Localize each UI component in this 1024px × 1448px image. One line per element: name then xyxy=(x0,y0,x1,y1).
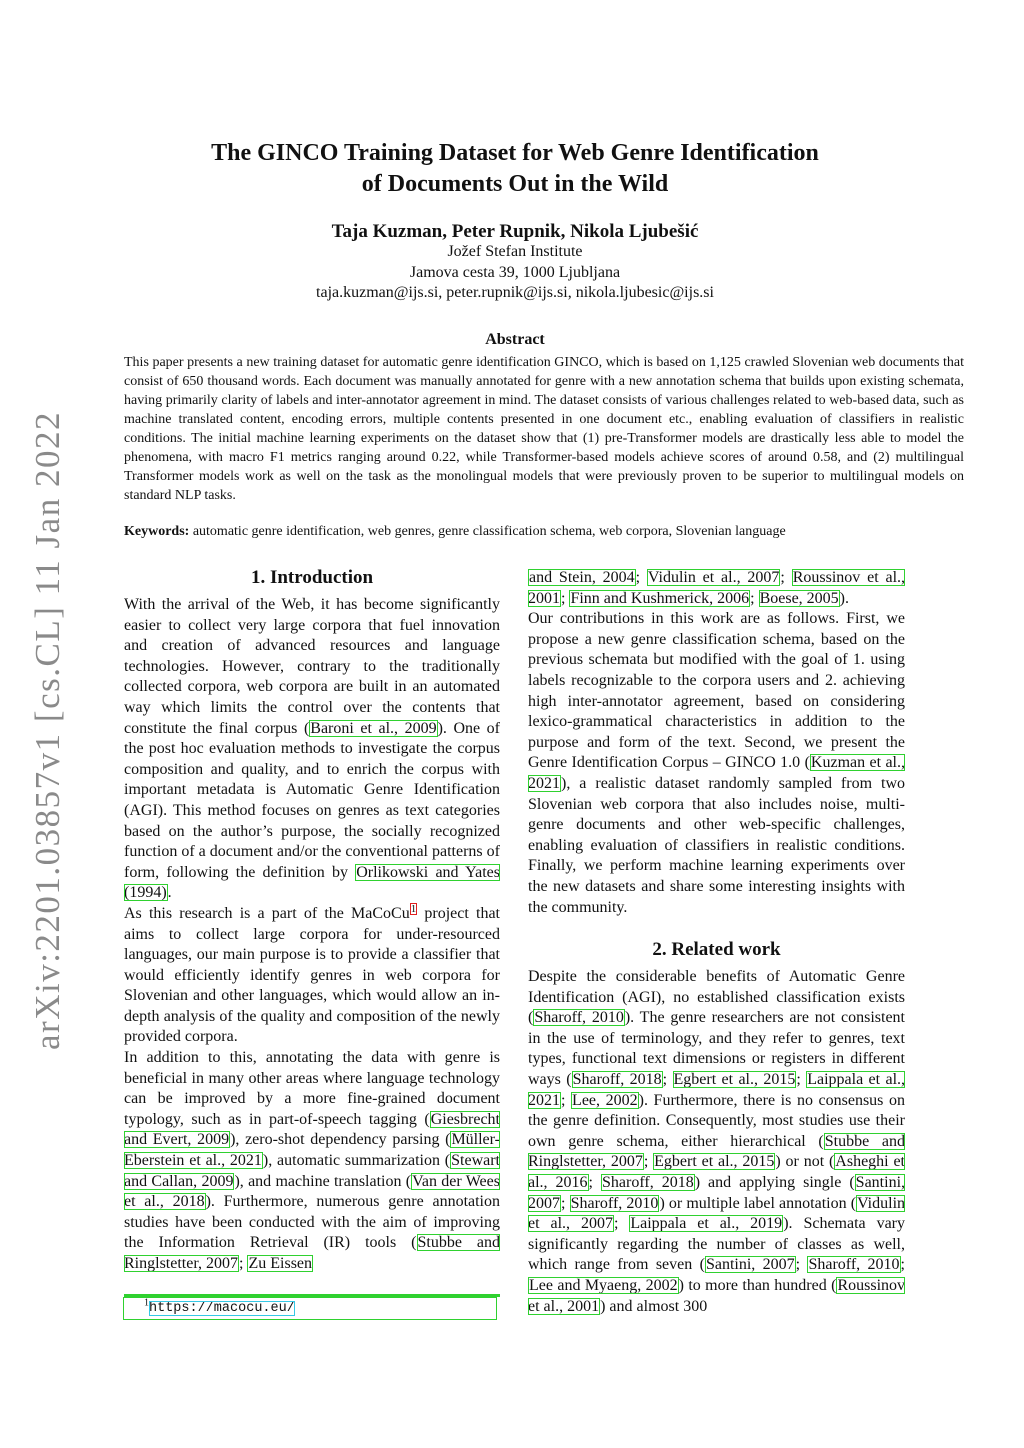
citation-link[interactable]: Van der Wees et al., 2018 xyxy=(124,1172,500,1211)
citation-link[interactable]: Sharoff, 2010 xyxy=(808,1256,900,1274)
citation-link[interactable]: Sharoff, 2018 xyxy=(602,1173,694,1191)
abstract-heading: Abstract xyxy=(485,331,545,348)
citation-link[interactable]: Vidulin et al., 2007 xyxy=(647,569,780,586)
citation-link[interactable]: Egbert et al., 2015 xyxy=(673,1070,796,1088)
section-heading-introduction: 1. Introduction xyxy=(250,567,374,588)
arxiv-identifier: arXiv:2201.03857v1 [cs.CL] 11 Jan 2022 xyxy=(28,411,67,1050)
citation-link[interactable]: Baroni et al., 2009 xyxy=(310,719,437,737)
citation-link[interactable]: Lee, 2002 xyxy=(572,1091,638,1109)
left-column xyxy=(124,595,500,1275)
citation-link[interactable]: Stewart and Callan, 2009 xyxy=(124,1152,500,1190)
citation-link[interactable]: Stubbe and Ringlstetter, 2007 xyxy=(528,1132,906,1171)
keywords xyxy=(124,522,964,541)
citation-link[interactable]: Santini, 2007 xyxy=(528,1173,906,1212)
footnote-separator xyxy=(124,1294,500,1297)
citation-link[interactable]: Stubbe and Ringlstetter, 2007 xyxy=(124,1234,501,1272)
citation-link[interactable]: Lee and Myaeng, 2002 xyxy=(529,1276,678,1294)
citation-link[interactable]: Egbert et al., 2015 xyxy=(654,1153,775,1171)
citation-link[interactable]: Finn and Kushmerick, 2006 xyxy=(570,589,750,607)
address: Jamova cesta 39, 1000 Ljubljana xyxy=(409,263,621,281)
footnote-reference-link[interactable]: 1 xyxy=(410,902,417,915)
citation-link[interactable]: Vidulin et al., 2007 xyxy=(528,1194,906,1233)
abstract-text: This paper presents a new training dataset for automatic genre identification GINCO, which is based on 1,125 crawled Slovenian web documents that consist of 650 thousand words. Each document was manually annotated for genre with a new annotation schema that builds upon existing schemata, having primarily clarity of labels and inter-annotator agreement in mind. The dataset consists of various challenges related to web-based data, such as machine translated content, encoding errors, multiple contents presented in one document etc., enabling evaluation of classifiers in realistic conditions. The initial machine learning experiments on the dataset show that (1) pre-Transformer models are drastically less able to model the phenomena, with macro F1 metrics ranging around 0.22, while Transformer-based models achieve scores of around 0.58, and (2) multilingual Transformer models work as well on the task as the monolingual models that were previously proven to be superior to multilingual models on standard NLP tasks. xyxy=(124,355,964,503)
keywords-text: automatic genre identification, web genres, genre classification schema, web corpora, Slovenian language xyxy=(189,524,786,539)
footnote xyxy=(124,1298,500,1318)
keywords-label: Keywords: xyxy=(124,524,190,539)
citation-link[interactable]: Giesbrecht and Evert, 2009 xyxy=(124,1110,500,1149)
citation-link[interactable]: Santini, 2007 xyxy=(705,1256,795,1274)
citation-link[interactable]: Zu Eissen xyxy=(248,1255,313,1272)
citation-link[interactable]: Roussinov et al., 2001 xyxy=(528,1276,906,1315)
citation-link[interactable]: Sharoff, 2010 xyxy=(570,1194,659,1212)
right-column xyxy=(528,568,905,918)
citation-link[interactable]: Laippala et al., 2021 xyxy=(528,1070,906,1109)
section-heading-related-work: 2. Related work xyxy=(652,939,781,960)
authors: Taja Kuzman, Peter Rupnik, Nikola Ljubešić xyxy=(331,221,699,242)
citation-link[interactable]: Kuzman et al., 2021 xyxy=(528,754,906,792)
related-work-column xyxy=(528,967,905,1317)
affiliation xyxy=(120,242,910,304)
citation-link[interactable]: Sharoff, 2018 xyxy=(572,1070,662,1088)
citation-link[interactable]: and Stein, 2004 xyxy=(529,569,635,586)
citation-link[interactable]: Roussinov et al., 2001 xyxy=(528,569,906,607)
footnote-box xyxy=(124,1298,496,1319)
contributions-paragraph: Our contributions in this work are as follows. First, we propose a new genre classification schema, based on the previous schemata but modified with the goal of 1. using labels recognizable to the corpora users and 2. achieving high inter-annotator agreement, based on considering lexico-grammatical characteristics in addition to the purpose and form of the text. Second, we present the Genre Identification Corpus – GINCO 1.0 (Kuzman et al., 2021), a realistic dataset randomly sampled from two Slovenian web corpora that also includes noise, multi-genre documents and other web-specific challenges, enabling evaluation of classifiers in realistic conditions. Finally, we perform machine learning experiments over the new datasets and share some interesting insights with the community. xyxy=(528,610,906,916)
intro-paragraph-3-continued: and Stein, 2004; Vidulin et al., 2007; Roussinov et al., 2001; Finn and Kushmerick, 2006; Boese, 2005). xyxy=(528,569,906,607)
intro-paragraph-1: With the arrival of the Web, it has become significantly easier to collect very large corpora that fuel innovation and creation of advanced resources and language technologies. However, contrary to the traditionally collected corpora, web corpora are built in an automated way which limits the control over the contents that constitute the final corpus (Baroni et al., 2009). One of the post hoc evaluation methods to investigate the corpus composition and quality, and to enrich the corpus with important metadata is Automatic Genre Identification (AGI). This method focuses on genres as text categories based on the author’s purpose, the socially recognized function of a document and/or the conventional patterns of form, following the definition by Orlikowski and Yates (1994). xyxy=(124,596,501,902)
title-line-2: of Documents Out in the Wild xyxy=(361,171,669,197)
institute: Jožef Stefan Institute xyxy=(447,243,583,260)
citation-link[interactable]: Sharoff, 2010 xyxy=(534,1009,624,1027)
citation-link[interactable]: Orlikowski and Yates (1994) xyxy=(124,863,501,902)
paper-title xyxy=(120,138,910,200)
citation-link[interactable]: Boese, 2005 xyxy=(759,589,839,607)
citation-link[interactable]: Asheghi et al., 2016 xyxy=(528,1153,906,1191)
emails: taja.kuzman@ijs.si, peter.rupnik@ijs.si, nikola.ljubesic@ijs.si xyxy=(316,284,714,301)
intro-paragraph-3: In addition to this, annotating the data with genre is beneficial in many other areas where language technology can be improved by a more fine-grained document typology, such as in part-of-speech tagging (Giesbrecht and Evert, 2009), zero-shot dependency parsing (Müller-Eberstein et al., 2021), automatic summarization (Stewart and Callan, 2009), and machine translation (Van der Wees et al., 2018). Furthermore, numerous genre annotation studies have been conducted with the aim of improving the Information Retrieval (IR) tools (Stubbe and Ringlstetter, 2007; Zu Eissen xyxy=(124,1049,501,1272)
title-line-1: The GINCO Training Dataset for Web Genre Identification xyxy=(211,140,819,166)
footnote-number: 1 xyxy=(144,1297,149,1309)
footnote-url-link[interactable]: https://macocu.eu/ xyxy=(149,1301,295,1316)
related-work-paragraph: Despite the considerable benefits of Automatic Genre Identification (AGI), no established classification exists (Sharoff, 2010). The genre researchers are not consistent in the use of terminology, and they refer to genres, text types, functional text dimensions or registers in different ways (Sharoff, 2018; Egbert et al., 2015; Laippala et al., 2021; Lee, 2002). Furthermore, there is no consensus on the genre definition. Consequently, most studies use their own genre schema, either hierarchical (Stubbe and Ringlstetter, 2007; Egbert et al., 2015) or not (Asheghi et al., 2016; Sharoff, 2018) and applying single (Santini, 2007; Sharoff, 2010) or multiple label annotation (Vidulin et al., 2007; Laippala et al., 2019). Schemata vary significantly regarding the number of classes as well, which range from seven (Santini, 2007; Sharoff, 2010; Lee and Myaeng, 2002) to more than hundred (Roussinov et al., 2001) and almost 300 xyxy=(528,968,906,1315)
intro-paragraph-2: As this research is a part of the MaCoCu$^1$ project that aims to collect large corpora for under-resourced languages, our main purpose is to provide a classifier that would efficiently identify genres in web corpora for Slovenian and other languages, which would allow an in-depth analysis of the quality and composition of the newly provided corpora. xyxy=(124,902,500,1046)
citation-link[interactable]: Müller-Eberstein et al., 2021 xyxy=(124,1131,500,1170)
citation-link[interactable]: Laippala et al., 2019 xyxy=(630,1215,783,1233)
